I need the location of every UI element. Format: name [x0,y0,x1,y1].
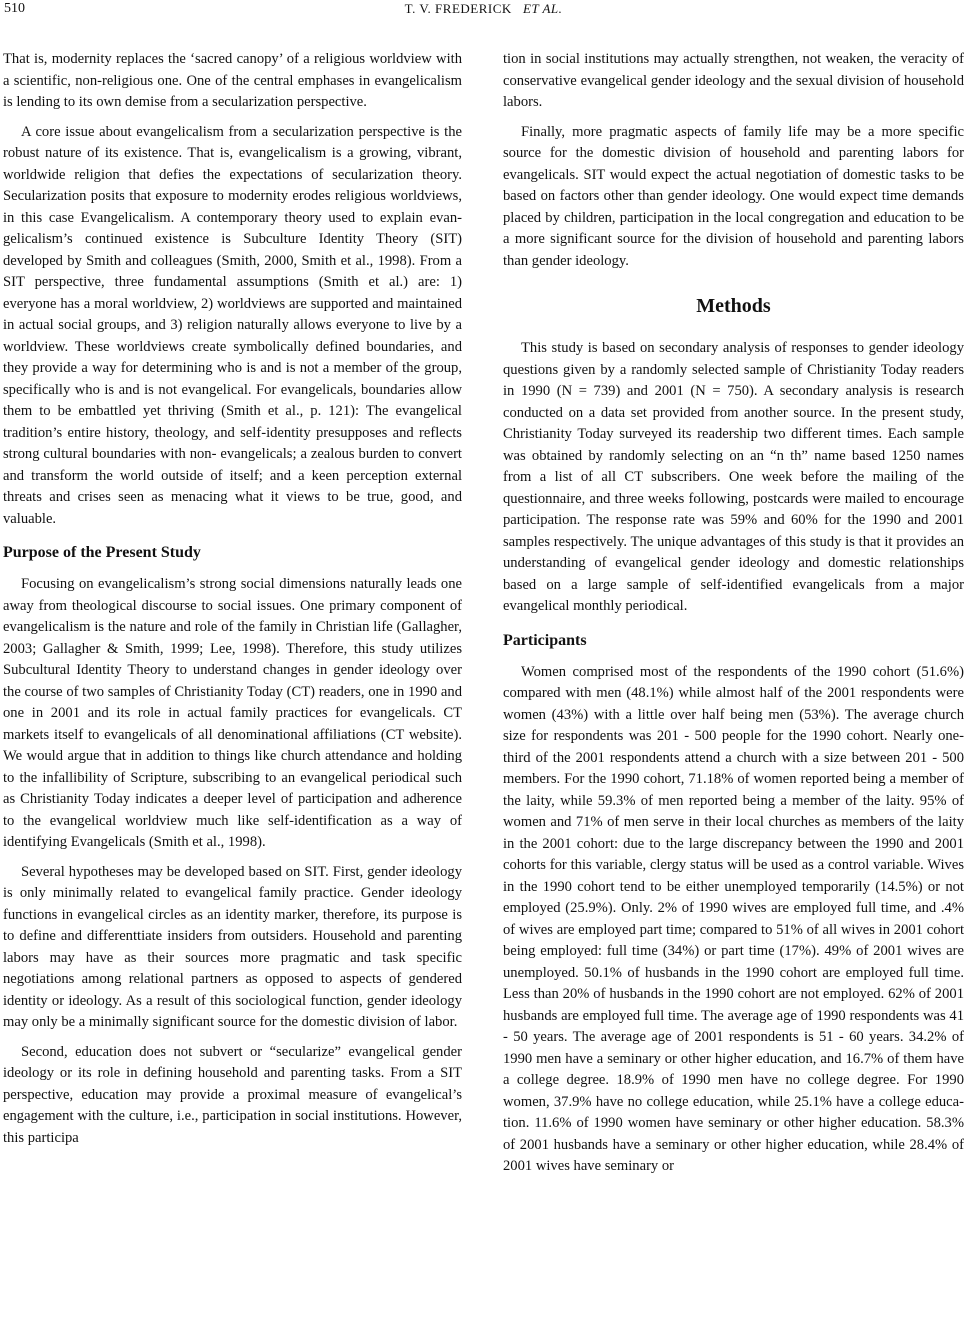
right-column [503,49,964,1178]
paragraph: That is, modernity replaces the ‘sacred canopy’ of a religious worldview with a scientific, non-religious one. One of the central emphases in evangelicalism is lending to its own demise from a secularization perspective. [3,51,462,110]
paragraph: This study is based on secondary analysis of responses to gender ideology questions given by a randomly selected sample of Christianity Today readers in 1990 (N = 739) and 2001 (N = 750). A secondary analysis is research conducted on a data set provided from another source. In the present study, Christianity Today surveyed its readership two different times. Each sample was obtained by randomly selecting on an “n th” name based 1250 names from a list of all CT subscribers. One week before the mailing of the questionnaire, and three weeks following, postcards were mailed to encourage participation. The response rate was 59% and 60% for the 1990 and 2001 samples respectively. The unique advantages of this study is that it provides an understanding of evangelical gender ideology and domestic relationships based on a large sample of self-identified evangelicals from a major evangelical monthly periodical. [503,340,964,614]
page-number: 510 [4,1,25,16]
running-head [0,1,967,17]
paragraph: A core issue about evangelicalism from a secularization perspective is the robust nature of its existence. That is, evangelicalism is a growing, vibrant, worldwide religion that defies the expectations of secularization theory. Secularization posits that exposure to modernity erodes religious worldviews, in this case Evangelicalism. A contemporary theory used to explain evangelicalism’s continued existence is Subculture Identity Theory (SIT) developed by Smith and colleagues (Smith, 2000, Smith et al., 1998). From a SIT perspective, three fundamental assumptions (Smith et al.) are: 1) everyone has a moral worldview, 2) worldviews are supported and maintained in actual social groups, and 3) religion naturally allows everyone to live by a worldview. These worldviews create symbolically defined boundaries, and they provide a way for determining who is and is not a member of the group, specifically who is and is not evangelical. For evangelicals, boundaries allow them to be embattled yet thriving (Smith et al., p. 121): The evangelical tradition’s entire history, theology, and self-identity presupposes and reflects strong cultural boundaries with non- evangelicals; a zealous burden to convert and transform the world outside of itself; and a keen perception external threats and crises seen as menacing what it views to be true, good, and valuable. [3,123,462,527]
running-head-et-al: ET AL. [523,1,563,16]
section-heading-participants: Participants [503,631,587,649]
section-heading-purpose: Purpose of the Present Study [3,544,201,561]
paragraph: Several hypotheses may be developed based on SIT. First, gender ideology is only minimally related to evangelical family practice. Gender ideology functions in evangelical circles as an identity marker, therefore, its purpose is to define and differenttiate insiders from outsiders. Household and parenting labors may have as their sources more pragmatic and task specific negotiations among relational partners as opposed to aspects of gendered identity or ideology. As a result of this sociological function, gender ideology may only be a minimally significant source for the domestic division of labor. [3,863,462,1030]
running-head-author: T. V. FREDERICK [404,1,512,16]
paragraph: Focusing on evangelicalism’s strong social dimensions naturally leads one away from theological discourse to social issues. One primary component of evangelicalism is the nature and role of the family in Christian life (Gallagher, 2003; Gallagher & Smith, 1999; Lee, 1998). Therefore, this study utilizes Subcultural Identity Theory to understand changes in gender ideology over the course of two samples of Christianity Today (CT) readers, one in 1990 and one in 2001 and its role in actual family practices for evangelicals. CT markets itself to evangelicals of all denominational affiliations (CT website). We would argue that in addition to things like church attendance and holding to the infallibility of Scripture, subscribing to an evangelical periodical such as Christianity Today indicates a deeper level of participation and adherence to the evangelical worldview much like self-identification as a way of identifying Evangelicals (Smith et al., 1998). [3,576,462,850]
page-header [0,0,967,22]
paragraph: Women comprised most of the respondents of the 1990 cohort (51.6%) compared with men (48.1%) while almost half of the 2001 respondents were women (43%) with a little over half being men (53%). The average church size for respondents was 201 - 500 people for the 1990 cohort. Nearly one-third of the 2001 respondents attend a church with a size between 201 - 500 members. For the 1990 cohort, 71.18% of women reported being a member of the laity, while 59.3% of men reported being a member of the laity. 95% of women and 71% of men serve in their local churches as members of the laity in the 2001 cohort: due to the large discrepancy between the 1990 and 2001 cohorts for this variable, clergy status will be used as a control variable. Wives in the 1990 cohort tend to be either unemployed temporarily (14.5%) or not employed (25.9%). Only. 2% of 1990 wives are employed full time, and .4% of wives are employed part time; compared to 51% of all wives in 2001 cohort being employed: full time (34%) or part time (17%). 49% of 2001 wives are unemployed. 50.1% of husbands in the 1990 cohort are employed full time. Less than 20% of husbands in the 1990 cohort are not employed. 62% of 2001 husbands are employed full time. The average age of 1990 respondents was 41 - 50 years. The average age of 2001 respondents is 51 - 60 years. 34.2% of 1990 men have a seminary or other higher education, and 16.7% of them have a college degree. 18.9% of 1990 men have no college degree. For 1990 women, 37.9% have no college education, while 25.1% have a college education. 11.6% of 1990 women have seminary or other higher education. 58.3% of 2001 husbands have a seminary or other higher education, while 28.4% of 2001 wives have seminary or [503,663,964,1174]
left-column [3,49,462,1149]
paragraph: Second, education does not subvert or “secularize” evangelical gender ideology or its role in defining household and parenting tasks. From a SIT perspective, education may provide a proximal measure of evangelical’s engagement with the culture, i.e., participation in social institutions. However, this participa [3,1043,462,1146]
section-heading-methods: Methods [696,295,771,317]
paragraph: Finally, more pragmatic aspects of family life may be a more specific source for the domestic division of household and parenting labors for evangelicals. SIT would expect the actual negotiation of domestic tasks to be based on factors other than gender ideology. One would expect time demands placed by children, participation in the local congregation and education to be a more significant source for the division of household and parenting labors than gender ideology. [503,123,964,269]
paragraph: tion in social institutions may actually strengthen, not weaken, the veracity of conservative evangelical gender ideology and the sexual division of household labors. [503,51,964,110]
